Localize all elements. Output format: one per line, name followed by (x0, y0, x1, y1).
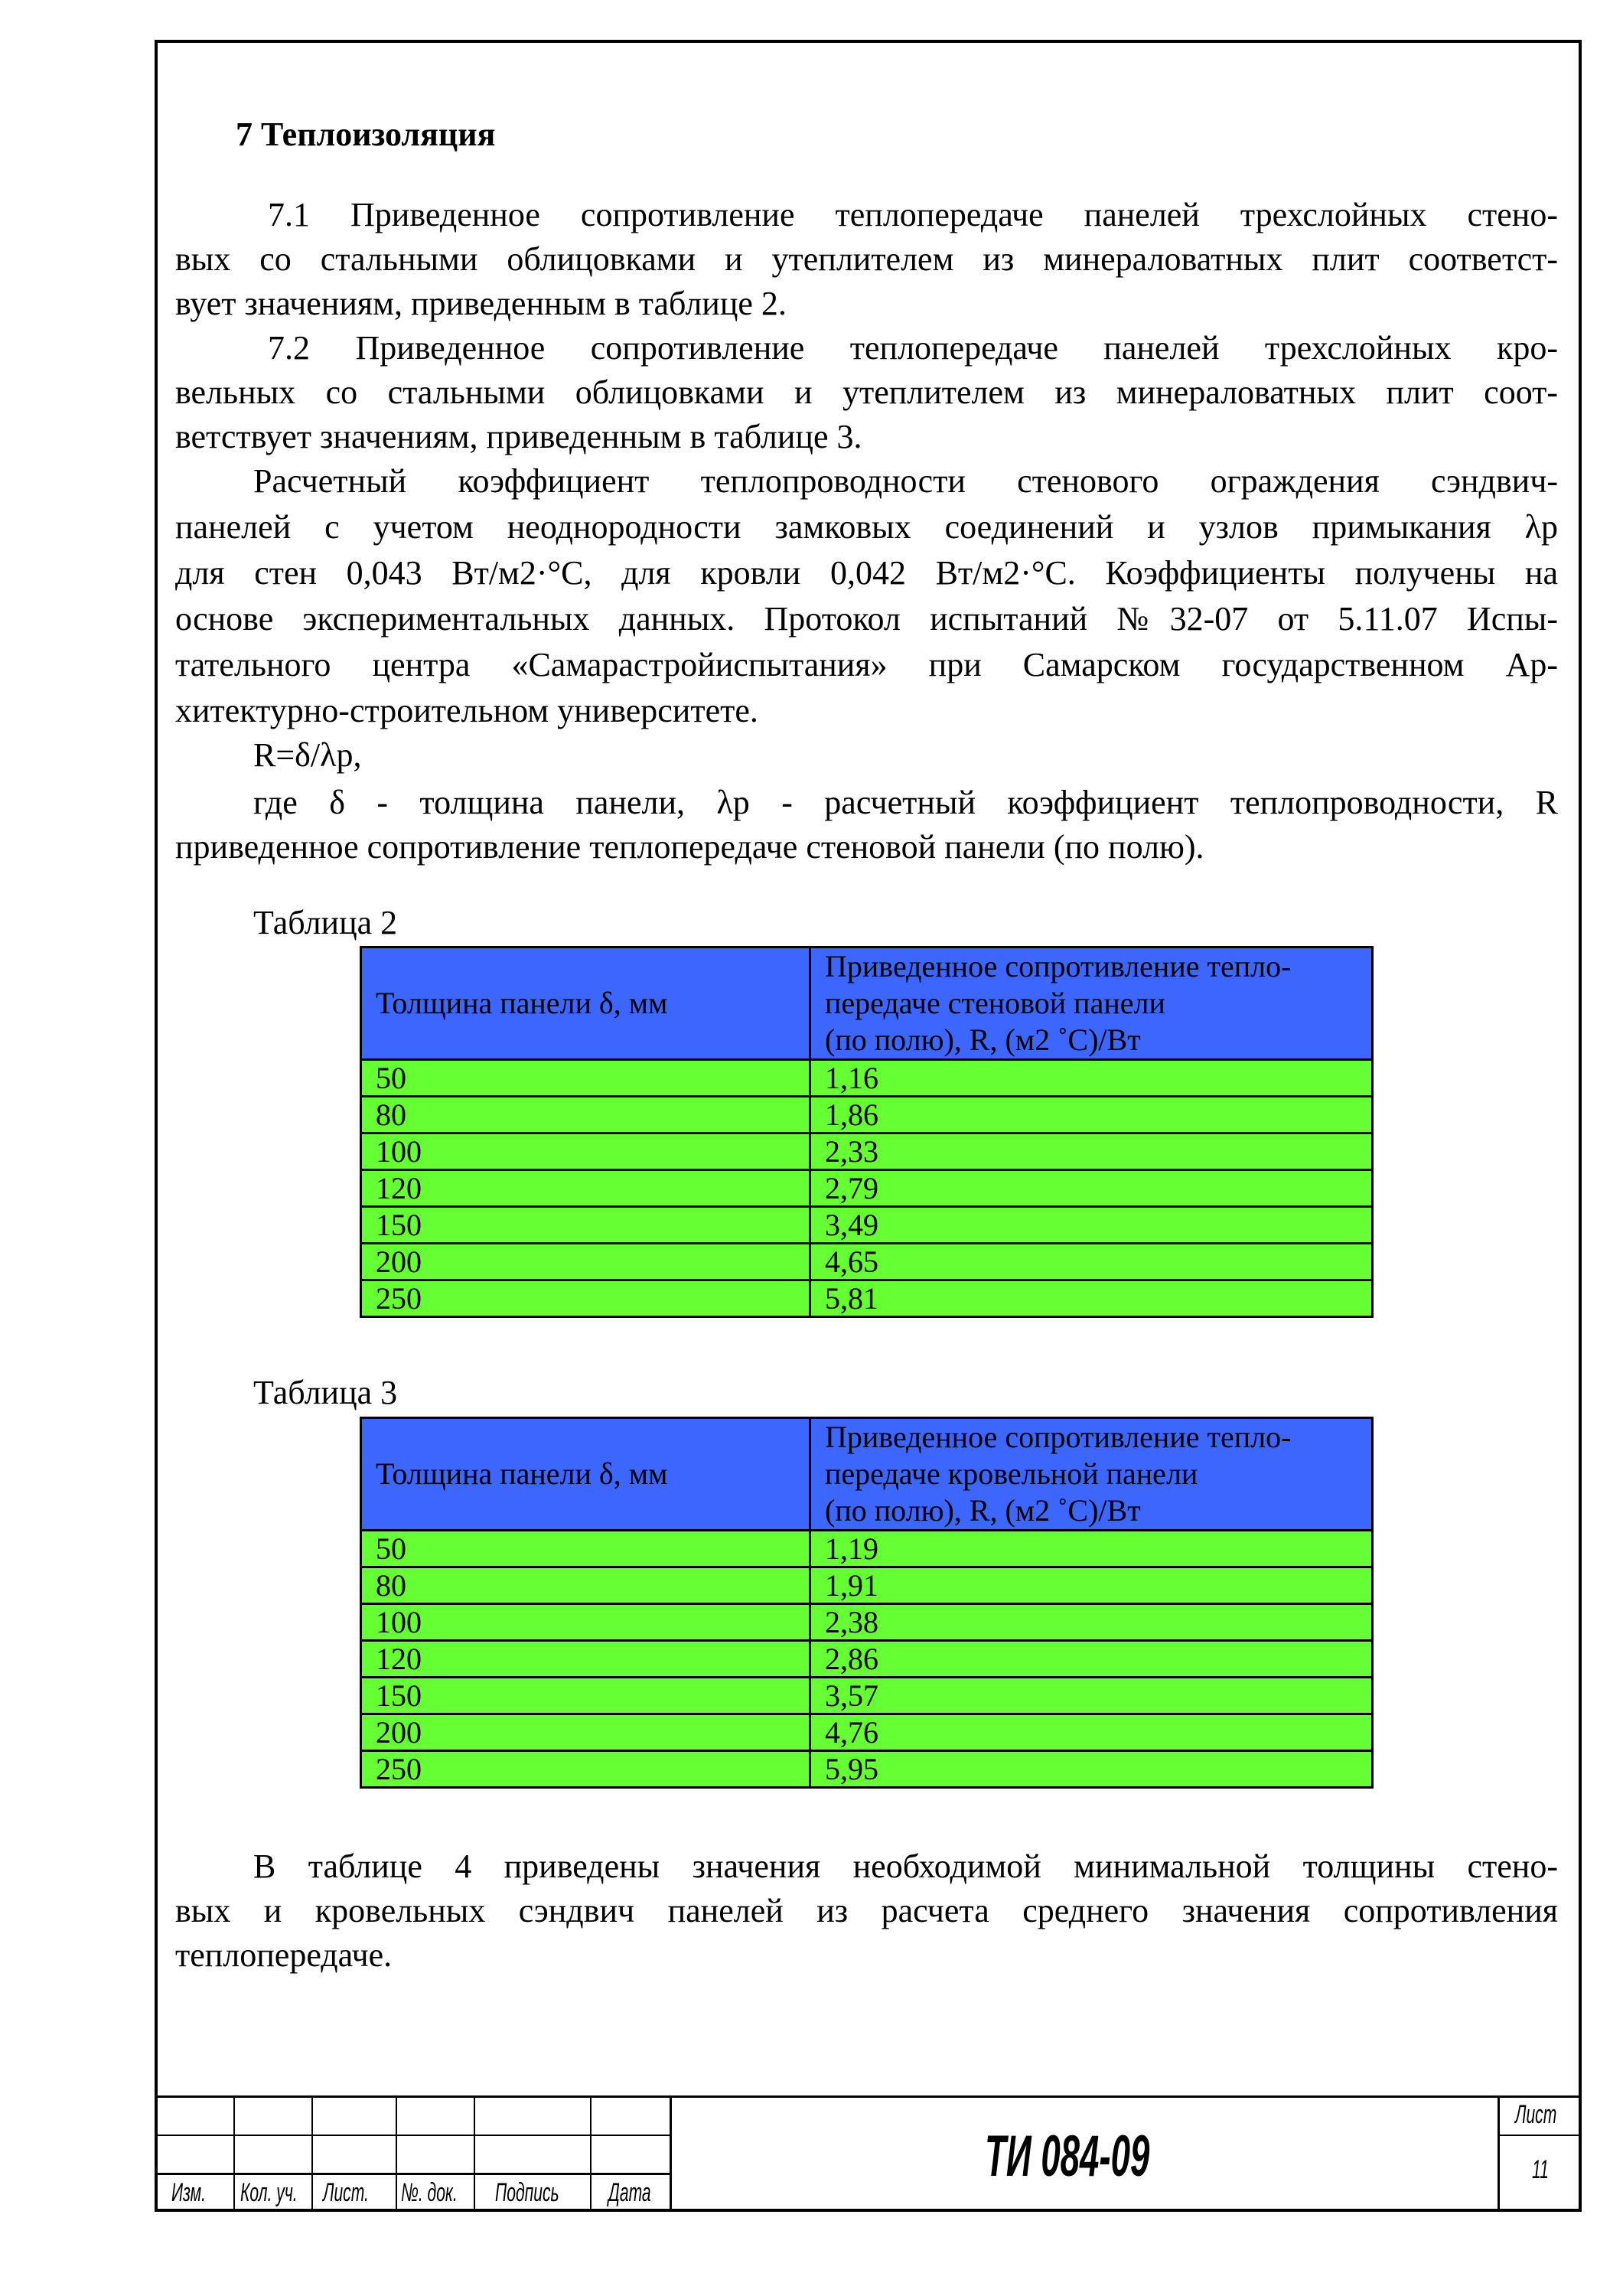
table-row (361, 1678, 1373, 1714)
thickness-cell: 50 (361, 1060, 810, 1097)
sheet-label: Лист (1515, 2100, 1557, 2129)
thickness-cell: 50 (361, 1531, 810, 1567)
text-line: где δ - толщина панели, λр - расчетный коэффициент теплопроводности, R (253, 784, 1558, 821)
header-line: (по полю), R, (м2 ˚С)/Вт (825, 1493, 1141, 1528)
table-2 (360, 946, 1374, 1318)
text-line: тательного центра «Самарастройиспытания» при Самарском государственном Ар- (175, 646, 1558, 683)
paragraph-table4 (175, 1844, 1558, 1978)
formula (175, 733, 1558, 778)
thickness-cell: 120 (361, 1641, 810, 1678)
resistance-cell: 1,16 (810, 1060, 1373, 1097)
text-line: теплопередаче. (175, 1936, 393, 1974)
resistance-cell: 1,91 (810, 1567, 1373, 1604)
text-line: вых со стальными облицовками и утеплителем из минераловатных плит соответст- (175, 240, 1558, 278)
table-row (361, 1207, 1373, 1244)
table2-caption: Таблица 2 (253, 904, 398, 941)
table-header-row (361, 1418, 1373, 1531)
header-line: передаче кровельной панели (825, 1456, 1198, 1491)
resistance-cell: 2,33 (810, 1133, 1373, 1170)
table-row (361, 1751, 1373, 1788)
header-line: (по полю), R, (м2 ˚С)/Вт (825, 1022, 1141, 1057)
thickness-cell: 120 (361, 1170, 810, 1207)
section-heading: 7 Теплоизоляция (236, 116, 496, 153)
resistance-cell: 5,95 (810, 1751, 1373, 1788)
text-line: приведенное сопротивление теплопередаче стеновой панели (по полю). (175, 828, 1204, 866)
header-resistance (810, 1418, 1373, 1531)
text-line: вельных со стальными облицовками и утеплителем из минераловатных плит соот- (175, 373, 1558, 411)
resistance-cell: 4,65 (810, 1244, 1373, 1280)
text-line: Расчетный коэффициент теплопроводности стенового ограждения сэндвич- (253, 462, 1558, 500)
text-line: 7.1 Приведенное сопротивление теплопередаче панелей трехслойных стено- (268, 196, 1558, 233)
resistance-cell: 2,79 (810, 1170, 1373, 1207)
thickness-cell: 200 (361, 1714, 810, 1751)
table-row (361, 1170, 1373, 1207)
header-thickness: Толщина панели δ, мм (361, 947, 810, 1060)
resistance-cell: 2,86 (810, 1641, 1373, 1678)
resistance-cell: 1,19 (810, 1531, 1373, 1567)
label-doc-number: №. док. (401, 2178, 458, 2207)
paragraph-definitions (175, 781, 1558, 869)
label-kol-uch: Кол. уч. (240, 2178, 298, 2207)
table-row (361, 1133, 1373, 1170)
text-line: для стен 0,043 Вт/м2·°С, для кровли 0,042 Вт/м2·°С. Коэффициенты получены на (175, 554, 1558, 592)
thickness-cell: 200 (361, 1244, 810, 1280)
paragraph-7-1 (175, 193, 1558, 326)
table3-caption: Таблица 3 (253, 1374, 398, 1411)
table-row (361, 1280, 1373, 1317)
resistance-cell: 5,81 (810, 1280, 1373, 1317)
table-row (361, 1097, 1373, 1133)
table-row (361, 1604, 1373, 1641)
resistance-cell: 1,86 (810, 1097, 1373, 1133)
thickness-cell: 250 (361, 1280, 810, 1317)
resistance-cell: 4,76 (810, 1714, 1373, 1751)
text-line: вует значениям, приведенным в таблице 2. (175, 285, 787, 322)
text-line: вых и кровельных сэндвич панелей из расчета среднего значения сопротивления (175, 1892, 1558, 1929)
text-line: В таблице 4 приведены значения необходимой минимальной толщины стено- (253, 1848, 1558, 1885)
paragraph-7-2 (175, 326, 1558, 459)
label-list: Лист. (323, 2178, 369, 2207)
sheet-number: 11 (1532, 2155, 1549, 2184)
paragraph-coefficient (175, 459, 1558, 735)
label-izm: Изм. (171, 2178, 206, 2207)
resistance-cell: 2,38 (810, 1604, 1373, 1641)
thickness-cell: 150 (361, 1207, 810, 1244)
thickness-cell: 100 (361, 1604, 810, 1641)
header-thickness: Толщина панели δ, мм (361, 1418, 810, 1531)
text-line: 7.2 Приведенное сопротивление теплопередаче панелей трехслойных кро- (268, 329, 1558, 367)
table-row (361, 1244, 1373, 1280)
header-line: передаче стеновой панели (825, 986, 1165, 1020)
text-line: основе экспериментальных данных. Протокол испытаний №32-07 от 5.11.07 Испы- (175, 600, 1558, 638)
document-code: ТИ 084-09 (985, 2124, 1150, 2189)
header-resistance (810, 947, 1373, 1060)
table-3 (360, 1417, 1374, 1789)
table-row (361, 1567, 1373, 1604)
text-line: хитектурно-строительном университете. (175, 692, 758, 729)
table-row (361, 1641, 1373, 1678)
resistance-cell: 3,57 (810, 1678, 1373, 1714)
header-line: Приведенное сопротивление тепло- (825, 1420, 1292, 1454)
text-line: ветствует значениям, приведенным в таблице 3. (175, 418, 862, 455)
thickness-cell: 150 (361, 1678, 810, 1714)
table-row (361, 1531, 1373, 1567)
label-signature: Подпись (495, 2178, 559, 2207)
table-header-row (361, 947, 1373, 1060)
text-line: R=δ/λр, (253, 736, 362, 774)
thickness-cell: 250 (361, 1751, 810, 1788)
table-row (361, 1060, 1373, 1097)
text-line: панелей с учетом неоднородности замковых соединений и узлов примыкания λр (175, 508, 1558, 546)
table-row (361, 1714, 1373, 1751)
label-date: Дата (608, 2178, 651, 2207)
title-block (155, 2095, 1582, 2212)
thickness-cell: 80 (361, 1097, 810, 1133)
resistance-cell: 3,49 (810, 1207, 1373, 1244)
thickness-cell: 100 (361, 1133, 810, 1170)
header-line: Приведенное сопротивление тепло- (825, 949, 1292, 983)
thickness-cell: 80 (361, 1567, 810, 1604)
